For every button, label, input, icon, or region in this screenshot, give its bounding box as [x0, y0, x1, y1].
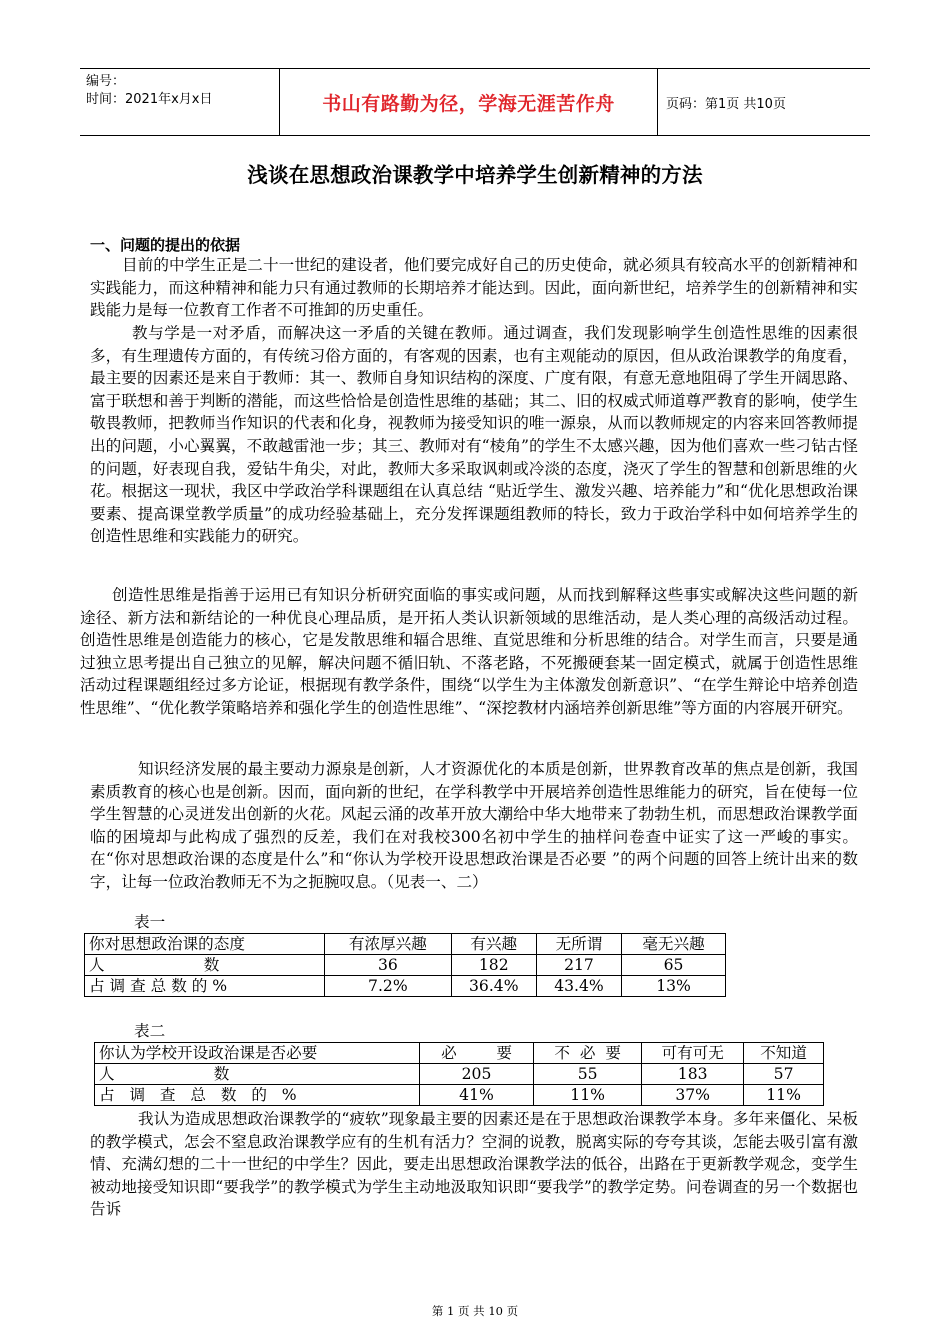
table-cell: 43.4% [536, 976, 621, 997]
table-cell: 可有可无 [642, 1043, 744, 1064]
table-row [95, 1064, 824, 1085]
paragraph-5: 我认为造成思想政治课教学的“疲软”现象最主要的因素还是在于思想政治课教学本身。多年来僵化、呆板的教学模式，怎会不窒息政治课教学应有的生机有活力？空洞的说教，脱离实际的夸夸其谈，怎能去吸引富有激情、充满幻想的二十一世纪的中学生？因此，要走出思想政治课教学法的低谷，出路在于更新教学观念，变学生被动地接受知识即“要我学”的教学模式为学生主动地汲取知识即“要我学”的教学定势。问卷调查的另一个数据也告诉 [90, 1110, 858, 1219]
page-header [80, 68, 870, 136]
table-row [95, 1043, 824, 1064]
table-cell: 37% [642, 1085, 744, 1106]
table-cell: 必 要 [419, 1043, 533, 1064]
table-1 [84, 933, 726, 997]
page-info: 页码：第1页 共10页 [666, 96, 786, 112]
paragraph-1: 目前的中学生正是二十一世纪的建设者，他们要完成好自己的历史使命，就必须具有较高水平的创新精神和实践能力，而这种精神和能力只有通过教师的长期培养才能达到。因此，面向新世纪，培养学生的创新精神和实践能力是每一位教育工作者不可推卸的历史重任。 [90, 256, 858, 320]
table-cell: 占 调 查 总 数 的 % [95, 1085, 420, 1106]
table-row [95, 1085, 824, 1106]
table-cell: 11% [744, 1085, 824, 1106]
table-cell: 占 调 查 总 数 的 % [85, 976, 325, 997]
table-cell: 57 [744, 1064, 824, 1085]
table-cell: 人 数 [95, 1064, 420, 1085]
table2-label: 表二 [134, 1022, 166, 1040]
table-row [85, 976, 726, 997]
table-cell: 55 [534, 1064, 642, 1085]
table-cell: 7.2% [325, 976, 452, 997]
table-cell: 36 [325, 955, 452, 976]
number-label: 编号： [86, 74, 126, 89]
table-cell: 毫无兴趣 [622, 934, 726, 955]
table-cell: 不知道 [744, 1043, 824, 1064]
table-cell: 你认为学校开设政治课是否必要 [95, 1043, 420, 1064]
section-heading: 一、问题的提出的依据 [90, 236, 241, 254]
table-cell: 有浓厚兴趣 [325, 934, 452, 955]
table-2 [94, 1042, 824, 1106]
document-title: 浅谈在思想政治课教学中培养学生创新精神的方法 [247, 163, 703, 187]
table-row [85, 934, 726, 955]
paragraph-2: 教与学是一对矛盾，而解决这一矛盾的关键在教师。通过调查，我们发现影响学生创造性思维的因素很多，有生理遗传方面的，有传统习俗方面的，有客观的因素，也有主观能动的原因，但从政治课教学的角度看，最主要的因素还是来自于教师：其一、教师自身知识结构的深度、广度有限，有意无意地阻碍了学生开阔思路、富于联想和善于判断的潜能，而这些恰恰是创造性思维的基础；其二、旧的权威式师道尊严教育的影响，使学生敬畏教师，把教师当作知识的代表和化身，视教师为接受知识的唯一源泉，从而以教师规定的内容来回答教师提出的问题，小心翼翼，不敢越雷池一步；其三、教师对有“棱角”的学生不太感兴趣，因为他们喜欢一些刁钻古怪的问题，好表现自我，爱钻牛角尖，对此，教师大多采取讽刺或冷淡的态度，浇灭了学生的智慧和创新思维的火花。根据这一现状，我区中学政治学科课题组在认真总结 “贴近学生、激发兴趣、培养能力”和“优化思想政治课要素、提高课堂教学质量”的成功经验基础上，充分发挥课题组教师的特长，致力于政治学科中如何培养学生的创造性思维和实践能力的研究。 [90, 324, 858, 546]
motto: 书山有路勤为径，学海无涯苦作舟 [280, 69, 658, 135]
table-cell: 人 数 [85, 955, 325, 976]
header-meta [80, 69, 280, 135]
table-cell: 41% [419, 1085, 533, 1106]
table-cell: 13% [622, 976, 726, 997]
table-cell: 183 [642, 1064, 744, 1085]
table-cell: 182 [451, 955, 536, 976]
time-label: 时间：2021年x月x日 [86, 92, 213, 107]
table-row [85, 955, 726, 976]
page-footer: 第 1 页 共 10 页 [431, 1304, 519, 1318]
paragraph-3: 创造性思维是指善于运用已有知识分析研究面临的事实或问题，从而找到解释这些事实或解决这些问题的新途径、新方法和新结论的一种优良心理品质，是开拓人类认识新领域的思维活动，是人类心理的高级活动过程。创造性思维是创造能力的核心，它是发散思维和辐合思维、直觉思维和分析思维的结合。对学生而言，只要是通过独立思考提出自己独立的见解，解决问题不循旧轨、不落老路，不死搬硬套某一固定模式，就属于创造性思维活动过程课题组经过多方论证，根据现有教学条件，围绕“以学生为主体激发创新意识”、“在学生辩论中培养创造性思维”、“优化教学策略培养和强化学生的创造性思维”、“深挖教材内涵培养创新思维”等方面的内容展开研究。 [80, 586, 858, 717]
paragraph-4: 知识经济发展的最主要动力源泉是创新，人才资源优化的本质是创新，世界教育改革的焦点是创新，我国素质教育的核心也是创新。因而，面向新的世纪，在学科教学中开展培养创造性思维能力的研究，旨在使每一位学生智慧的心灵迸发出创新的火花。风起云涌的改革开放大潮给中华大地带来了勃勃生机，而思想政治课教学面临的困境却与此构成了强烈的反差，我们在对我校300名初中学生的抽样问卷查中证实了这一严峻的事实。在“你对思想政治课的态度是什么”和“你认为学校开设思想政治课是否必要 ”的两个问题的回答上统计出来的数字，让每一位政治教师无不为之扼腕叹息。（见表一、二） [90, 760, 858, 891]
table-cell: 不 必 要 [534, 1043, 642, 1064]
table-cell: 65 [622, 955, 726, 976]
table1-label: 表一 [134, 913, 166, 931]
table-cell: 217 [536, 955, 621, 976]
table-cell: 36.4% [451, 976, 536, 997]
table-cell: 11% [534, 1085, 642, 1106]
table-cell: 无所谓 [536, 934, 621, 955]
table-cell: 有兴趣 [451, 934, 536, 955]
table-cell: 你对思想政治课的态度 [85, 934, 325, 955]
table-cell: 205 [419, 1064, 533, 1085]
